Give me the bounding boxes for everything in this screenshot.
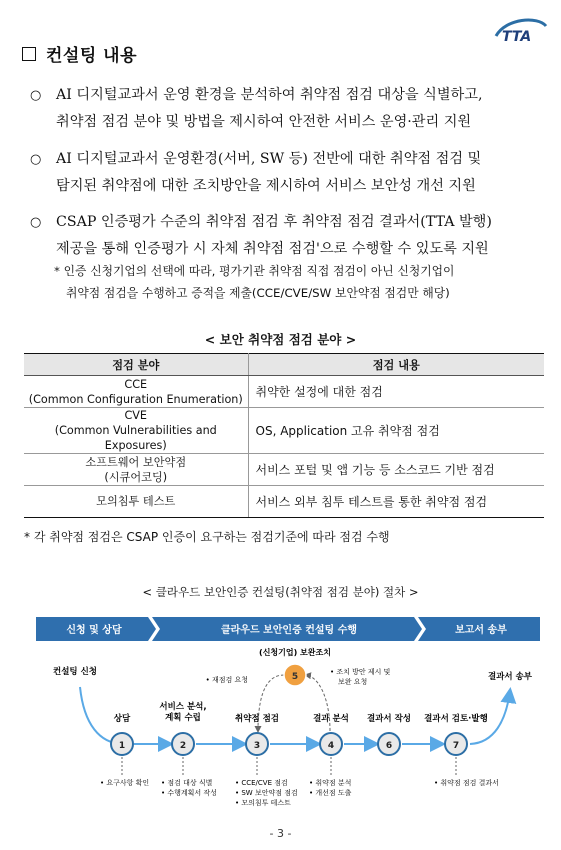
field-line: 소프트웨어 보안약점 (85, 455, 187, 469)
process-diagram (0, 605, 561, 820)
vulnerability-table (24, 353, 544, 518)
bullet-line: 탐지된 취약점에 대한 조치방안을 제시하여 서비스 보안성 개선 지원 (56, 178, 476, 194)
section-title-text: 컨설팅 내용 (46, 46, 138, 66)
step-label: 취약점 점검 (234, 714, 280, 724)
footnote: * 각 취약점 점검은 CSAP 인증이 요구하는 점검기준에 따라 점검 수행 (24, 530, 390, 544)
remediation-label: (신청기업) 보완조치 (259, 648, 331, 657)
process-title: < 클라우드 보안인증 컨설팅(취약점 점검 분야) 절차 > (142, 585, 419, 599)
step-detail: • 모의침투 테스트 (235, 799, 291, 807)
field-line: CCE (124, 377, 148, 391)
step-number: 3 (253, 741, 261, 751)
field-line: CVE (124, 409, 148, 422)
process-step-3 (235, 713, 298, 807)
bullet-circle-icon: ○ (30, 215, 42, 230)
phase-label: 클라우드 보안인증 컨설팅 수행 (220, 625, 358, 636)
table-caption: < 보안 취약점 점검 분야 > (204, 332, 357, 347)
note-line: 취약점 점검을 수행하고 증적을 제출(CCE/CVE/SW 보안약점 점검만 해당) (66, 286, 450, 300)
checkbox-square-icon (22, 47, 36, 61)
step-detail: • SW 보안약점 점검 (235, 789, 298, 797)
step-number: 5 (291, 672, 299, 682)
logo-text: TTA (502, 29, 532, 45)
step-label: 서비스 분석, (159, 702, 207, 712)
field-cell (24, 408, 248, 454)
process-step-1 (100, 713, 149, 787)
step-label: 결과서 검토·발행 (424, 714, 488, 724)
table-row (24, 486, 544, 518)
step-detail: • 요구사항 확인 (100, 779, 150, 787)
step-detail: • 취약점 분석 (309, 779, 352, 787)
remediation-note-left: • 재점검 요청 (205, 676, 248, 684)
table-row (24, 376, 544, 408)
step-number: 1 (118, 741, 126, 751)
bullet-item (30, 82, 550, 136)
tta-logo (492, 14, 548, 48)
field-line: 모의침투 테스트 (96, 495, 176, 508)
phase-label: 신청 및 상담 (66, 625, 122, 636)
step-number: 6 (385, 741, 393, 751)
table-row (24, 408, 544, 454)
step-number: 2 (179, 741, 187, 751)
table-row (24, 454, 544, 486)
bullet-line: AI 디지털교과서 운영환경(서버, SW 등) 전반에 대한 취약점 점검 및 (56, 151, 482, 167)
field-line: (시큐어코딩) (104, 470, 168, 484)
bullet-line: AI 디지털교과서 운영 환경을 분석하여 취약점 점검 대상을 식별하고, (56, 87, 483, 103)
content-cell: 취약한 설정에 대한 점검 (248, 376, 544, 408)
step-detail: • CCE/CVE 점검 (235, 779, 288, 787)
content-cell: OS, Application 고유 취약점 점검 (248, 408, 544, 454)
bullet-circle-icon: ○ (30, 88, 42, 103)
field-cell (24, 454, 248, 486)
header-field: 점검 분야 (24, 354, 248, 376)
field-line: (Common Configuration Enumeration) (28, 392, 243, 406)
bullet-item (30, 146, 550, 200)
step-detail: • 수행계획서 작성 (161, 789, 217, 797)
field-cell (24, 486, 248, 518)
page-number: - 3 - (269, 827, 292, 840)
process-step-2 (159, 701, 217, 797)
bullet-line: CSAP 인증평가 수준의 취약점 점검 후 취약점 점검 결과서(TTA 발행) (56, 214, 492, 230)
field-line: (Common Vulnerabilities and Exposures) (54, 424, 217, 452)
bullet-line: 제공을 통해 인증평가 시 자체 취약점 점검'으로 수행할 수 있도록 지원 (56, 241, 489, 257)
bullet-circle-icon: ○ (30, 152, 42, 167)
header-content: 점검 내용 (248, 354, 544, 376)
table-header-row (24, 354, 544, 376)
step-number: 7 (452, 741, 460, 751)
end-label: 결과서 송부 (487, 672, 533, 682)
content-cell: 서비스 포털 및 앱 기능 등 소스코드 기반 점검 (248, 454, 544, 486)
phase-label: 보고서 송부 (455, 625, 507, 636)
note-line: * 인증 신청기업의 선택에 따라, 평가기관 취약점 직접 점검이 아닌 신청기업이 (54, 264, 455, 278)
process-step-6 (367, 713, 411, 755)
content-cell: 서비스 외부 침투 테스트를 통한 취약점 점검 (248, 486, 544, 518)
step-label: 결과 분석 (313, 714, 349, 724)
step-label: 결과서 작성 (366, 714, 412, 724)
step-detail: • 개선점 도출 (309, 789, 352, 797)
bullet-line: 취약점 점검 분야 및 방법을 제시하여 안전한 서비스 운영·관리 지원 (56, 114, 472, 130)
step-label: 계획 수립 (165, 713, 201, 723)
start-label: 컨설팅 신청 (52, 667, 98, 677)
remediation-note-right: 보완 요청 (338, 678, 368, 686)
note (54, 260, 554, 304)
section-title (22, 41, 137, 66)
process-step-7 (424, 713, 499, 787)
step-label: 상담 (113, 714, 131, 724)
bullet-item (30, 209, 550, 263)
step-number: 4 (327, 741, 335, 751)
step-detail: • 취약점 점검 결과서 (434, 779, 499, 787)
remediation-note-right: • 조치 방안 제시 및 (330, 668, 391, 676)
field-cell (24, 376, 248, 408)
step-detail: • 점검 대상 식별 (161, 779, 213, 787)
